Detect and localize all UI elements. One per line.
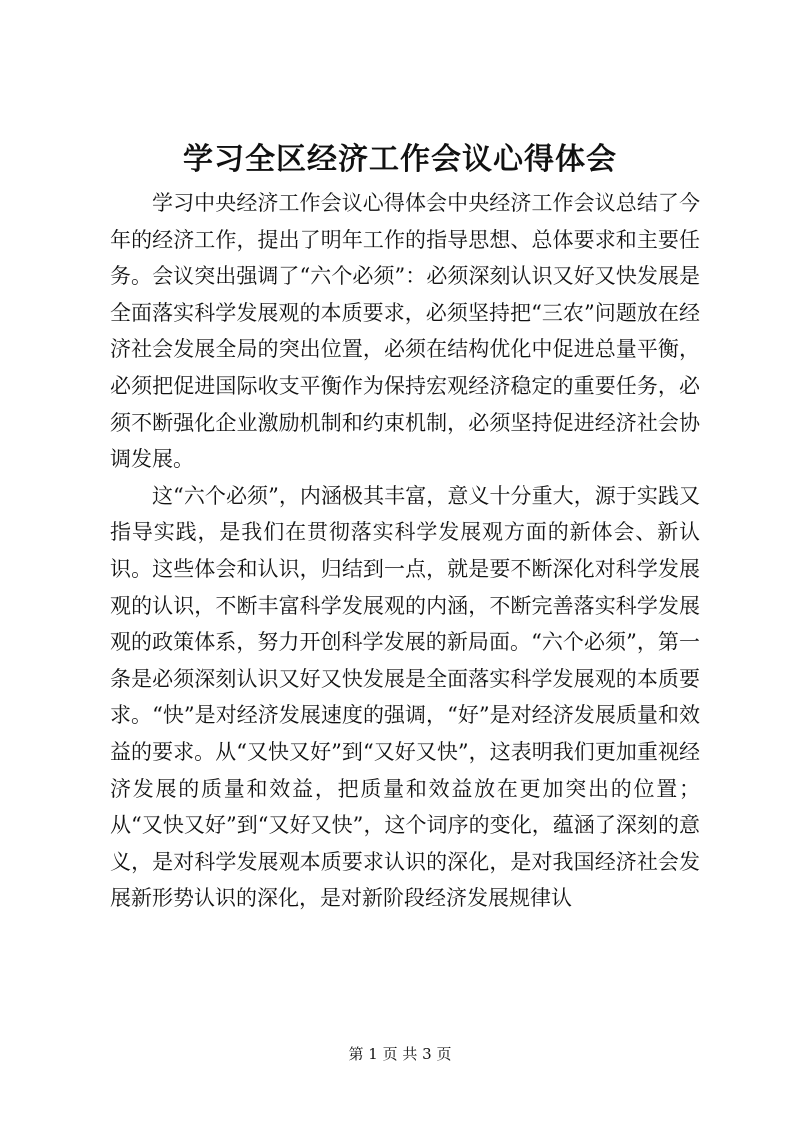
document-title: 学习全区经济工作会议心得体会 <box>183 142 617 177</box>
paragraph-2: 这“六个必须”，内涵极其丰富，意义十分重大，源于实践又指导实践，是我们在贯彻落实科学发展观方面的新体会、新认识。这些体会和认识，归结到一点，就是要不断深化对科学发展观的认识，不断丰富科学发展观的内涵，不断完善落实科学发展观的政策体系，努力开创科学发展的新局面。“六个必须”，第一条是必须深刻认识又好又快发展是全面落实科学发展观的本质要求。“快”是对经济发展速度的强调，“好”是对经济发展质量和效益的要求。从“又快又好”到“又好又快”，这表明我们更加重视经济发展的质量和效益，把质量和效益放在更加突出的位置；从“又快又好”到“又好又快”，这个词序的变化，蕴涵了深刻的意义，是对科学发展观本质要求认识的深化，是对我国经济社会发展新形势认识的深化，是对新阶段经济发展规律认 <box>110 483 700 911</box>
document-body <box>110 185 700 917</box>
paragraph-1: 学习中央经济工作会议心得体会中央经济工作会议总结了今年的经济工作，提出了明年工作的指导思想、总体要求和主要任务。会议突出强调了“六个必须”：必须深刻认识又好又快发展是全面落实科学发展观的本质要求，必须坚持把“三农”问题放在经济社会发展全局的突出位置，必须在结构优化中促进总量平衡，必须把促进国际收支平衡作为保持宏观经济稳定的重要任务，必须不断强化企业激励机制和约束机制，必须坚持促进经济社会协调发展。 <box>110 191 700 472</box>
page-footer: 第 1 页 共 3 页 <box>348 1045 452 1063</box>
